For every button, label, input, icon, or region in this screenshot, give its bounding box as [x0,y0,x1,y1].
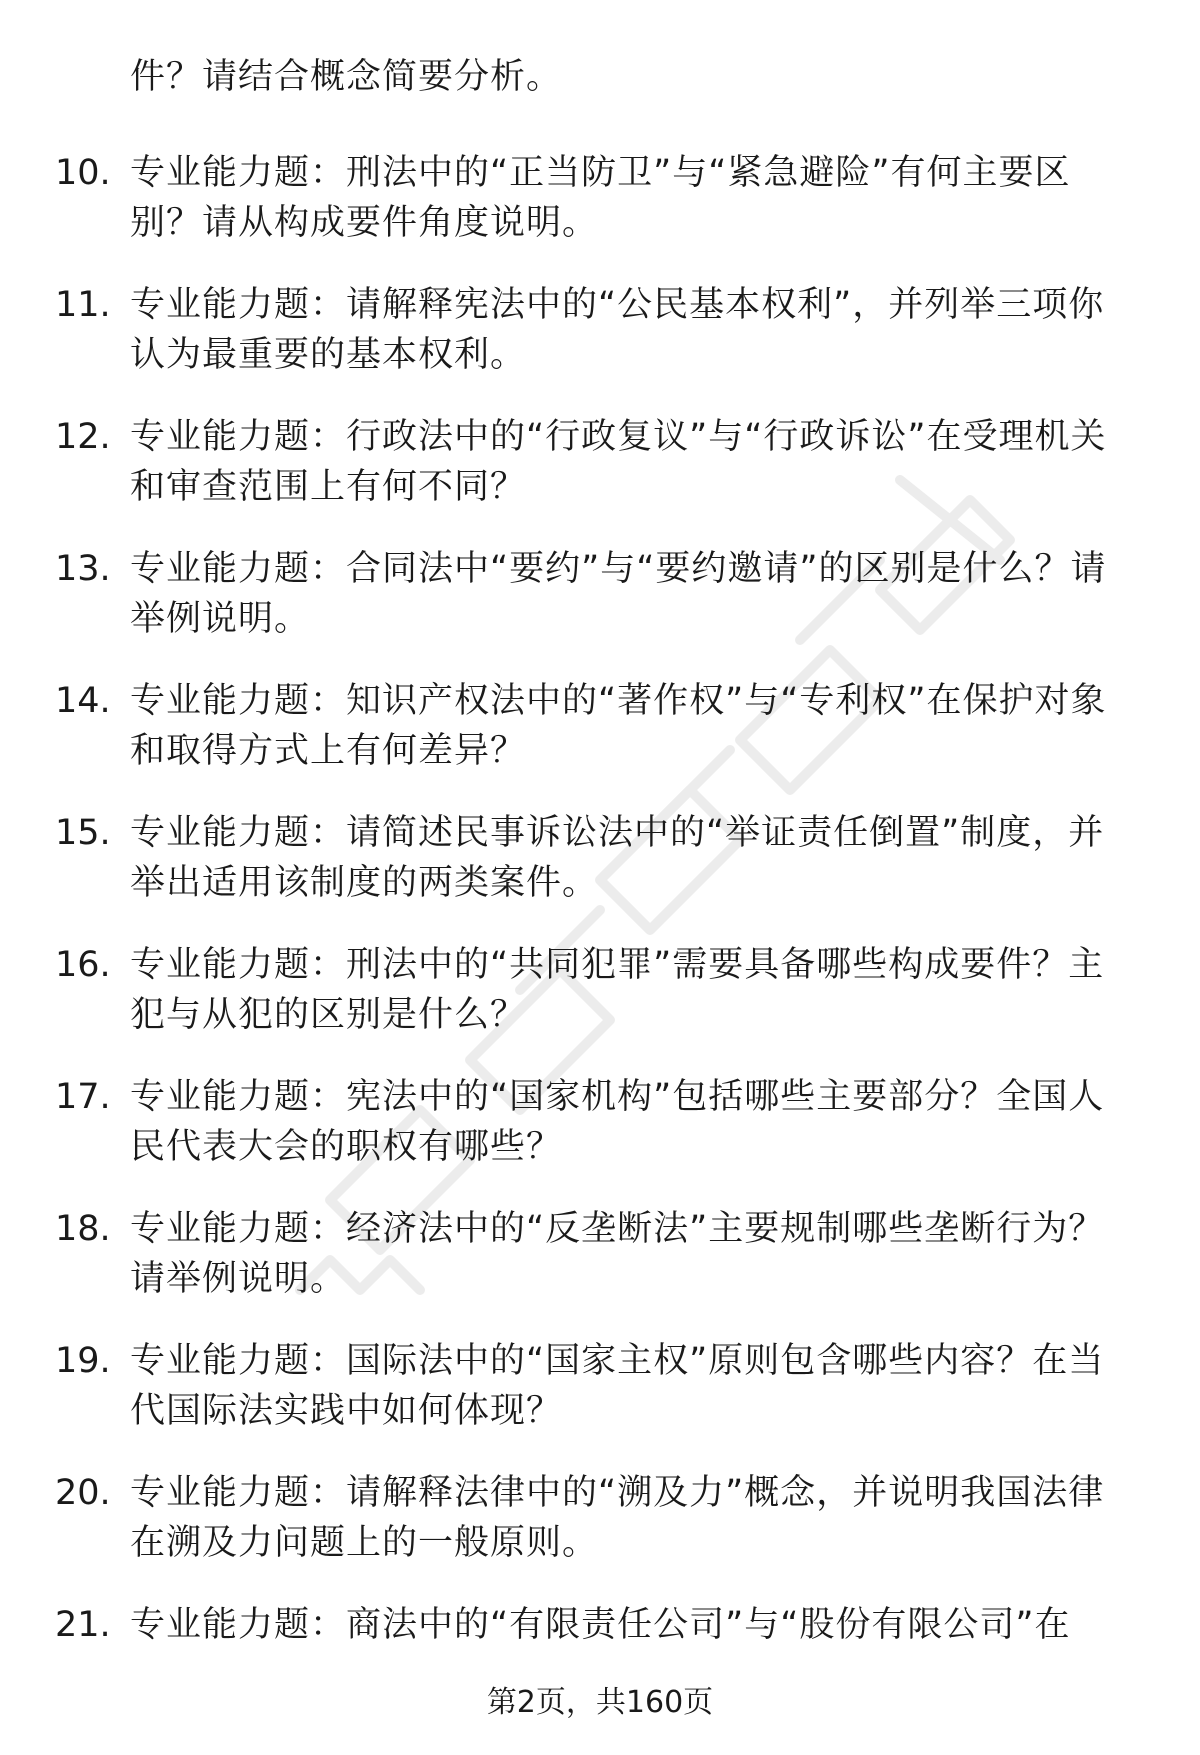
question-text: 专业能力题：商法中的“有限责任公司”与“股份有限公司”在 [130,1605,1071,1645]
question-item [0,544,1200,676]
question-number: 11. [55,285,111,325]
question-number: 12. [55,417,111,457]
question-item [0,676,1200,808]
question-number: 20. [55,1473,111,1513]
question-text: 专业能力题：经济法中的“反垄断法”主要规制哪些垄断行为？请举例说明。 [130,1209,1105,1299]
question-item [0,1072,1200,1204]
question-number: 19. [55,1341,111,1381]
question-item [0,412,1200,544]
question-text: 专业能力题：行政法中的“行政复议”与“行政诉讼”在受理机关和审查范围上有何不同？ [130,417,1107,507]
question-item [0,280,1200,412]
question-item [0,1336,1200,1468]
question-number: 21. [55,1605,111,1645]
question-number: 14. [55,681,111,721]
page-footer: 第2页，共160页 [486,1685,714,1720]
question-text: 专业能力题：知识产权法中的“著作权”与“专利权”在保护对象和取得方式上有何差异？ [130,681,1107,771]
lead-continuation-text: 件？请结合概念简要分析。 [130,57,563,97]
question-item [0,1204,1200,1336]
question-number: 17. [55,1077,111,1117]
question-number: 13. [55,549,111,589]
question-item [0,940,1200,1072]
question-item [0,1468,1200,1600]
question-number: 15. [55,813,111,853]
question-text: 专业能力题：合同法中“要约”与“要约邀请”的区别是什么？请举例说明。 [130,549,1107,639]
question-number: 16. [55,945,111,985]
question-item [0,808,1200,940]
question-text: 专业能力题：国际法中的“国家主权”原则包含哪些内容？在当代国际法实践中如何体现？ [130,1341,1105,1431]
question-text: 专业能力题：刑法中的“正当防卫”与“紧急避险”有何主要区别？请从构成要件角度说明。 [130,153,1071,243]
question-number: 10. [55,153,111,193]
question-list [0,148,1200,1732]
question-text: 专业能力题：刑法中的“共同犯罪”需要具备哪些构成要件？主犯与从犯的区别是什么？ [130,945,1105,1035]
question-text: 专业能力题：宪法中的“国家机构”包括哪些主要部分？全国人民代表大会的职权有哪些？ [130,1077,1105,1167]
question-number: 18. [55,1209,111,1249]
question-item [0,148,1200,280]
question-text: 专业能力题：请解释法律中的“溯及力”概念，并说明我国法律在溯及力问题上的一般原则。 [130,1473,1105,1563]
question-text: 专业能力题：请解释宪法中的“公民基本权利”，并列举三项你认为最重要的基本权利。 [130,285,1105,375]
question-text: 专业能力题：请简述民事诉讼法中的“举证责任倒置”制度，并举出适用该制度的两类案件。 [130,813,1105,903]
